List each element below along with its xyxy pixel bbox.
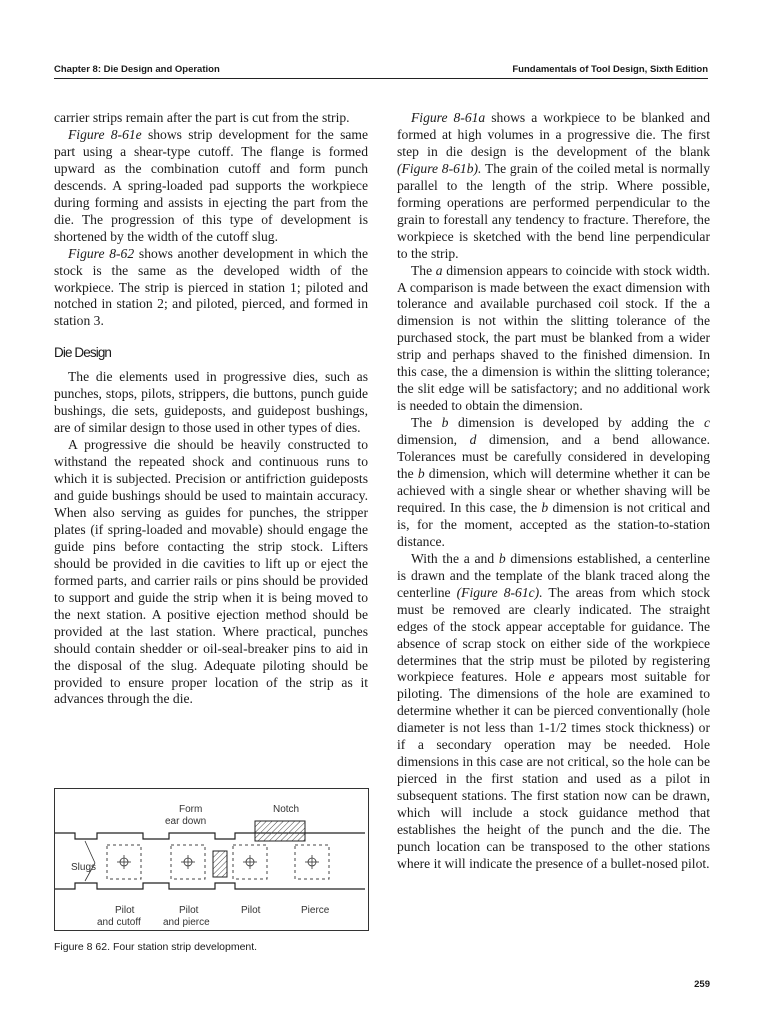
- figure-reference: (Figure 8-61b).: [397, 160, 482, 176]
- label-pilot-cutoff: Pilot: [115, 905, 135, 916]
- label-pilot-pierce: Pilot: [179, 905, 199, 916]
- section-heading: Die Design: [54, 345, 112, 361]
- paragraph: The a dimension appears to coincide with stock width. A comparison is made between the exact dimension with tolerance and available purchased coil stock. If the a dimension is not within the slitting tolerance of the purchased stock, the part must be blanked from a wider strip and perhaps shaved to the finished dimension. In this case, the a dimension is within the slitting tolerance; the slit edge will be satisfactory; and no additional work is needed to obtain the dimension.: [397, 262, 710, 414]
- label-ear-down: ear down: [165, 816, 207, 827]
- label-pierce: Pierce: [301, 905, 330, 916]
- strip-top-edge: [55, 833, 365, 839]
- label-and-cutoff: and cutoff: [97, 917, 141, 928]
- notch-punch: [255, 821, 305, 841]
- paragraph: With the a and b dimensions established, a centerline is drawn and the template of the blank traced along the centerline (Figure 8-61c). The areas from which stock must be removed are clearly indicated. The straight edges of the stock appear acceptable for guidance. The absence of scrap stock on either side of the workpiece determines that the strip must be piloted by registering workpiece features. Hole e appears most suitable for piloting. The dimensions of the hole are examined to determine whether it can be pierced conventionally (hole diameter is not less than 1-1/2 times stock thickness) or if a secondary operation may be needed. Hole dimensions in this case are not critical, so the hole can be pierced in the first station and used as a pilot in subsequent stations. The first station now can be drawn, which will include a stock guidance method that establishes the height of the punch and the die. The punch location can be transposed to the other stations where it will indicate the presence of a bullet-nosed pilot.: [397, 550, 711, 871]
- figure-caption: Figure 8 62. Four station strip development.: [54, 941, 258, 953]
- paragraph: Figure 8-62 shows another development in which the stock is the same as the developed width of the workpiece. The strip is pierced in station 1; piloted and notched in station 2; and piloted, pierced, and formed in station 3.: [54, 245, 368, 329]
- strip-diagram: [55, 789, 368, 930]
- header-book-title: Fundamentals of Tool Design, Sixth Edition: [512, 64, 708, 75]
- figure-reference: Figure 8-61a: [411, 110, 486, 125]
- form-punch: [213, 851, 227, 877]
- slugs-leader-lines: [85, 841, 95, 881]
- page-number: 259: [694, 979, 710, 990]
- label-notch: Notch: [273, 804, 300, 815]
- label-slugs: Slugs: [71, 862, 97, 873]
- left-column: [54, 110, 368, 708]
- label-form: Form: [179, 804, 203, 815]
- figure-reference: Figure 8-61e: [68, 126, 142, 142]
- strip-bottom-edge: [55, 883, 365, 889]
- paragraph: The die elements used in progressive dies, such as punches, stops, pilots, strippers, die buttons, punch guide bushings, die sets, guideposts, and guidepost bushings, are of similar design to those used in other types of dies.: [54, 369, 368, 436]
- figure-reference: (Figure 8-61c).: [456, 584, 543, 600]
- right-column: [397, 110, 710, 873]
- figure-reference: Figure 8-62: [68, 245, 135, 261]
- label-and-pierce: and pierce: [163, 917, 210, 928]
- figure-strip-development: [54, 788, 369, 931]
- paragraph: A progressive die should be heavily constructed to withstand the repeated shock and continuous runs to which it is subjected. Precision or antifriction guideposts and guide bushings should be used to maintain accuracy. When also serving as guides for punches, the stripper plates (if spring-loaded and movable) should engage the guide pins before contacting the strip stock. Lifters should be provided in die cavities to lift up or eject the formed parts, and carrier rails or pins should be provided to support and guide the strip when it is being moved to the next station. A positive ejection method should be provided at the last station. Where practical, punches should contain shedder or oil-seal-breaker pins to aid in the disposal of the slug. Adequate piloting should be provided to ensure proper location of the strip as it advances through the die.: [54, 437, 368, 707]
- paragraph: Figure 8-61e shows strip development for the same part using a shear-type cutoff. The flange is formed upward as the combination cutoff and form punch descends. A spring-loaded pad supports the workpiece during forming and assists in ejecting the part from the die. The progression of this type of development is shortened by the width of the cutoff slug.: [54, 126, 368, 244]
- paragraph: carrier strips remain after the part is cut from the strip.: [54, 110, 350, 125]
- label-pilot: Pilot: [241, 905, 261, 916]
- header-chapter-title: Chapter 8: Die Design and Operation: [54, 64, 220, 75]
- running-header: [54, 64, 708, 79]
- paragraph: Figure 8-61a shows a workpiece to be blanked and formed at high volumes in a progressive die. The first step in die design is the development of the blank (Figure 8-61b). The grain of the coiled metal is normally parallel to the length of the strip. Where possible, forming operations are performed perpendicular to the grain to forestall any tendency to fracture. Therefore, the workpiece is sketched with the bend line perpendicular to the strip.: [397, 110, 711, 261]
- paragraph: The b dimension is developed by adding the c dimension, d dimension, and a bend allowance. Tolerances must be carefully considered in developing the b dimension, which will determine whether it can be achieved with a single shear or whether shaving will be required. In this case, the b dimension is not critical and is, for the moment, accepted as the station-to-station distance.: [397, 415, 710, 549]
